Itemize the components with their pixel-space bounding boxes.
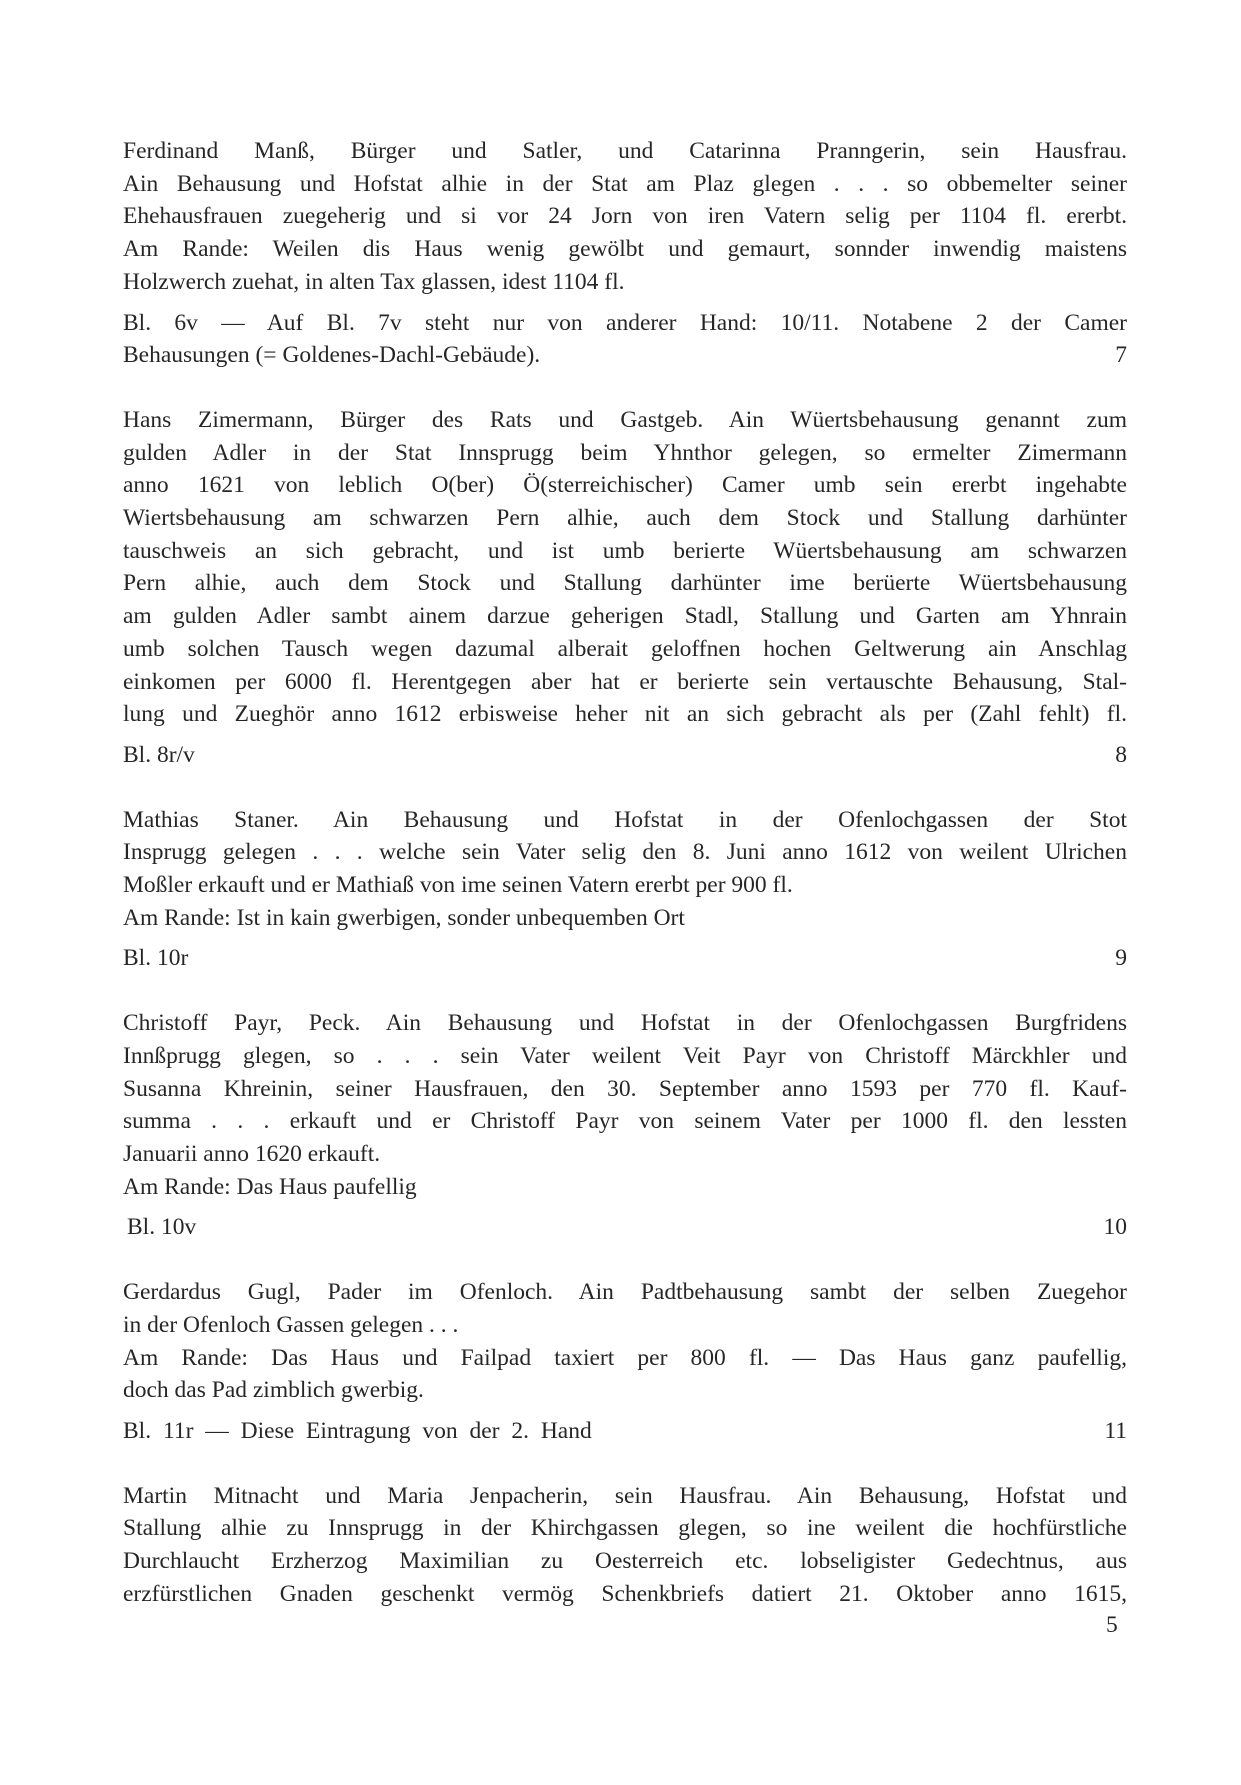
- text-line: anno 1621 von leblich O(ber) Ö(sterreichischer) Camer umb sein ererbt ingehabte: [123, 472, 1127, 499]
- text-line: Mathias Staner. Ain Behausung und Hofstat in der Ofenlochgassen der Stot: [123, 806, 1127, 833]
- entry-12: [123, 1480, 1127, 1611]
- folio-label: Bl. 10r: [123, 945, 189, 972]
- folio-reference: [123, 942, 1127, 975]
- margin-note: [123, 1342, 1127, 1407]
- text-line: Stallung alhie zu Innsprugg in der Khirchgassen glegen, so ine weilent die hochfürstliche: [123, 1515, 1127, 1542]
- entry-text: [123, 135, 1127, 299]
- text-line: in der Ofenloch Gassen gelegen . . .: [123, 1311, 459, 1338]
- text-line: tauschweis an sich gebracht, und ist umb berierte Wüertsbehausung am schwarzen: [123, 537, 1127, 564]
- text-line: Christoff Payr, Peck. Ain Behausung und Hofstat in der Ofenlochgassen Burgfridens: [123, 1010, 1127, 1037]
- text-line: Wiertsbehausung am schwarzen Pern alhie, auch dem Stock und Stallung darhünter: [123, 505, 1127, 532]
- text-line: summa . . . erkauft und er Christoff Payr von seinem Vater per 1000 fl. den lessten: [123, 1108, 1127, 1135]
- margin-note-line: doch das Pad zimblich gwerbig.: [123, 1377, 424, 1404]
- folio-line: Behausungen (= Goldenes-Dachl-Gebäude).: [123, 342, 541, 369]
- entry-text: [123, 404, 1127, 731]
- text-line: Innßprugg glegen, so . . . sein Vater weilent Veit Payr von Christoff Märckhler und: [123, 1042, 1127, 1069]
- entry-9: [123, 804, 1127, 976]
- text-line: umb solchen Tausch wegen dazumal alberait geloffnen hochen Geltwerung ain Anschlag: [123, 635, 1127, 662]
- entry-text: [123, 1276, 1127, 1341]
- text-line: Durchlaucht Erzherzog Maximilian zu Oesterreich etc. lobseligister Gedechtnus, aus: [123, 1548, 1127, 1575]
- entry-number: 7: [1115, 342, 1127, 369]
- page-number: 5: [1106, 1612, 1118, 1638]
- text-line: Susanna Khreinin, seiner Hausfrauen, den 30. September anno 1593 per 770 fl. Kauf-: [123, 1075, 1127, 1102]
- text-line: Ain Behausung und Hofstat alhie in der Stat am Plaz glegen . . . so obbemelter seiner: [123, 170, 1127, 197]
- entry-number: 11: [1104, 1417, 1127, 1444]
- entry-number: 8: [1115, 741, 1127, 768]
- margin-note-line: Am Rande: Weilen dis Haus wenig gewölbt und gemaurt, sonnder inwendig maistens: [123, 236, 1127, 263]
- text-line: Martin Mitnacht und Maria Jenpacherin, sein Hausfrau. Ain Behausung, Hofstat und: [123, 1482, 1127, 1509]
- text-line: erzfürstlichen Gnaden geschenkt vermög Schenkbriefs datiert 21. Oktober anno 1615,: [123, 1580, 1127, 1607]
- text-line: Ferdinand Manß, Bürger und Satler, und Catarinna Pranngerin, sein Hausfrau.: [123, 138, 1127, 164]
- entry-7: [123, 135, 1127, 372]
- folio-line: Bl. 6v — Auf Bl. 7v steht nur von anderer Hand: 10/11. Notabene 2 der Camer: [123, 309, 1127, 336]
- margin-note-line: Am Rande: Das Haus und Failpad taxiert per 800 fl. — Das Haus ganz paufellig,: [123, 1344, 1127, 1371]
- folio-label: Bl. 10v: [127, 1214, 197, 1241]
- text-line: Moßler erkauft und er Mathiaß von ime seinen Vatern ererbt per 900 fl.: [123, 872, 793, 899]
- folio-reference: [123, 1415, 1127, 1448]
- folio-label: Bl. 11r — Diese Eintragung von der 2. Hand: [123, 1417, 592, 1444]
- margin-note: Am Rande: Das Haus paufellig: [123, 1173, 417, 1200]
- folio-label: Bl. 8r/v: [123, 741, 195, 768]
- text-line: Ehehausfrauen zuegeherig und si vor 24 Jorn von iren Vatern selig per 1104 fl. ererbt.: [123, 203, 1127, 230]
- text-line: einkomen per 6000 fl. Herentgegen aber hat er berierte sein vertauschte Behausung, Stal-: [123, 668, 1127, 695]
- folio-reference: [123, 739, 1127, 772]
- text-line: Insprugg gelegen . . . welche sein Vater selig den 8. Juni anno 1612 von weilent Ulrichen: [123, 839, 1127, 866]
- text-line: Januarii anno 1620 erkauft.: [123, 1140, 381, 1167]
- folio-reference: [123, 307, 1127, 372]
- folio-reference: [123, 1211, 1127, 1244]
- entry-8: [123, 404, 1127, 772]
- entry-10: [123, 1007, 1127, 1244]
- entry-number: 10: [1103, 1214, 1127, 1241]
- text-line: am gulden Adler sambt ainem darzue geherigen Stadl, Stallung und Garten am Yhnrain: [123, 603, 1127, 630]
- text-line: gulden Adler in der Stat Innsprugg beim Yhnthor gelegen, so ermelter Zimermann: [123, 439, 1127, 466]
- margin-note: Am Rande: Ist in kain gwerbigen, sonder unbequemben Ort: [123, 904, 685, 931]
- entry-text: [123, 804, 1127, 902]
- text-line: lung und Zueghör anno 1612 erbisweise heher nit an sich gebracht als per (Zahl fehlt) fl.: [123, 701, 1127, 728]
- text-line: Gerdardus Gugl, Pader im Ofenloch. Ain Padtbehausung sambt der selben Zuegehor: [123, 1279, 1127, 1306]
- entry-number: 9: [1115, 945, 1127, 972]
- document-page: [123, 135, 1127, 1642]
- text-line: Pern alhie, auch dem Stock und Stallung darhünter ime berüerte Wüertsbehausung: [123, 570, 1127, 597]
- margin-note-line: Holzwerch zuehat, in alten Tax glassen, idest 1104 fl.: [123, 268, 625, 295]
- text-line: Hans Zimermann, Bürger des Rats und Gastgeb. Ain Wüertsbehausung genannt zum: [123, 406, 1127, 433]
- entry-11: [123, 1276, 1127, 1448]
- entry-text: [123, 1007, 1127, 1171]
- entry-text: [123, 1480, 1127, 1611]
